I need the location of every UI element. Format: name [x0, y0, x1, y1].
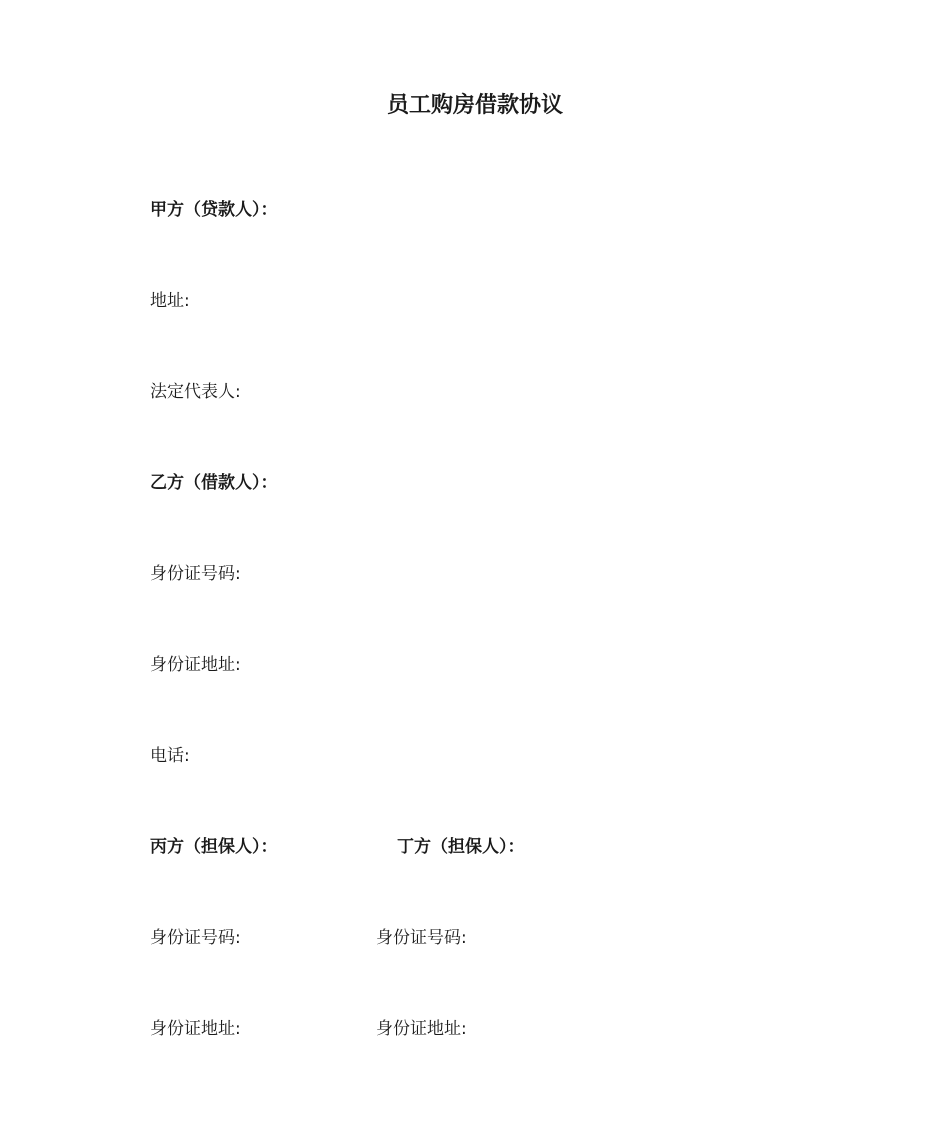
party-b-phone-label: 电话:	[150, 746, 190, 766]
party-c-id-number-label: 身份证号码:	[150, 928, 241, 948]
party-b-heading: 乙方（借款人）：	[150, 473, 278, 493]
party-b-id-address-label: 身份证地址:	[150, 655, 241, 675]
party-d-id-address-label: 身份证地址:	[376, 1019, 467, 1039]
document-title: 员工购房借款协议	[386, 93, 563, 118]
party-c-heading: 丙方（担保人）：	[150, 837, 278, 857]
party-a-legal-rep-label: 法定代表人:	[150, 382, 241, 402]
party-c-id-address-label: 身份证地址:	[150, 1019, 241, 1039]
party-d-id-number-label: 身份证号码:	[376, 928, 467, 948]
party-a-heading: 甲方（贷款人）：	[150, 200, 278, 220]
party-b-id-number-label: 身份证号码:	[150, 564, 241, 584]
party-a-address-label: 地址:	[150, 291, 190, 311]
party-d-heading: 丁方（担保人）：	[397, 837, 525, 857]
